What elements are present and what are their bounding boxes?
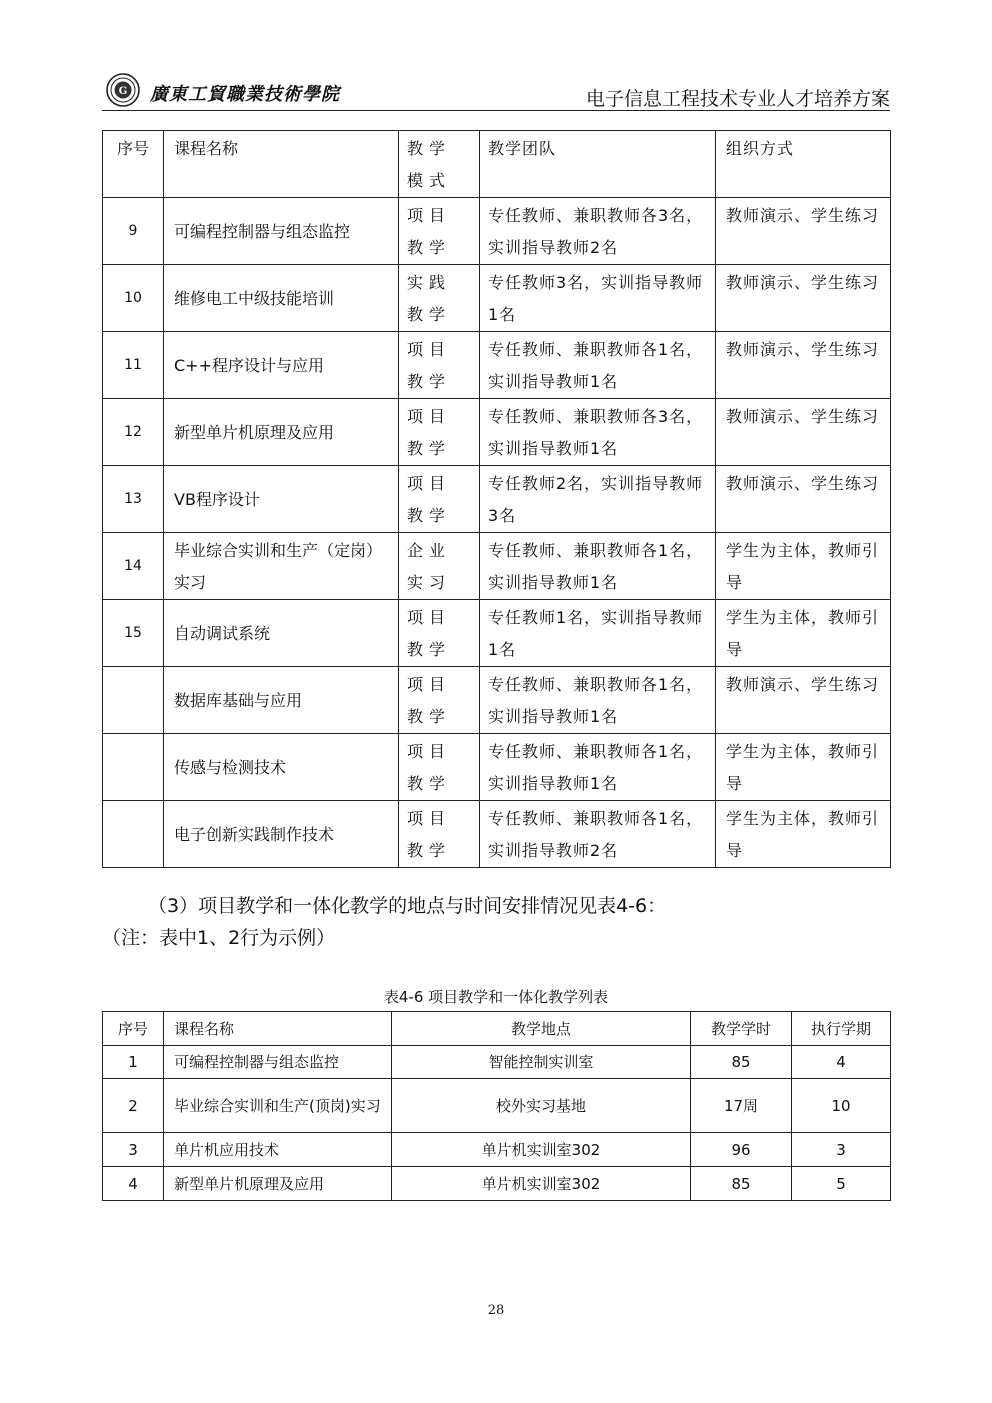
school-logo-icon: [106, 73, 140, 107]
cell-team: 专任教师1名，实训指导教师1名: [480, 600, 716, 667]
cell-name: 数据库基础与应用: [164, 667, 399, 734]
cell-place: 校外实习基地: [392, 1079, 691, 1133]
table-row: [103, 667, 891, 734]
cell-hours: 96: [691, 1133, 792, 1167]
header-cell: 教学学时: [691, 1012, 792, 1046]
cell-no: 3: [103, 1133, 164, 1167]
cell-mode: 项目教学: [399, 399, 480, 466]
header-cell: 执行学期: [792, 1012, 891, 1046]
cell-hours: 85: [691, 1167, 792, 1201]
cell-no: 11: [103, 332, 164, 399]
cell-name: 电子创新实践制作技术: [164, 801, 399, 868]
cell-name: 自动调试系统: [164, 600, 399, 667]
cell-place: 单片机实训室302: [392, 1133, 691, 1167]
cell-place: 单片机实训室302: [392, 1167, 691, 1201]
paragraph-note: （注：表中1、2行为示例）: [102, 927, 336, 949]
cell-no: 10: [103, 265, 164, 332]
svg-text:G: G: [118, 86, 128, 97]
cell-org: 教师演示、学生练习: [716, 332, 891, 399]
cell-mode: 实践教学: [399, 265, 480, 332]
cell-org: 学生为主体，教师引导: [716, 734, 891, 801]
table-row: [103, 466, 891, 533]
table-row: [103, 399, 891, 466]
table-row: [103, 1167, 891, 1201]
cell-org: 教师演示、学生练习: [716, 466, 891, 533]
cell-hours: 85: [691, 1046, 792, 1079]
cell-team: 专任教师、兼职教师各3名，实训指导教师2名: [480, 198, 716, 265]
cell-term: 10: [792, 1079, 891, 1133]
table-row: [103, 332, 891, 399]
cell-name: 可编程控制器与组态监控: [164, 1046, 392, 1079]
cell-org: 学生为主体，教师引导: [716, 801, 891, 868]
cell-org: 教师演示、学生练习: [716, 198, 891, 265]
paragraph: （3）项目教学和一体化教学的地点与时间安排情况见表4-6：: [148, 895, 667, 917]
table-row: [103, 198, 891, 265]
cell-name: VB程序设计: [164, 466, 399, 533]
cell-no: [103, 667, 164, 734]
school-name: 廣東工貿職業技術學院: [150, 84, 340, 105]
cell-org: 教师演示、学生练习: [716, 667, 891, 734]
cell-mode: 项目教学: [399, 198, 480, 265]
cell-team: 专任教师3名，实训指导教师1名: [480, 265, 716, 332]
cell-team: 专任教师、兼职教师各1名，实训指导教师1名: [480, 332, 716, 399]
cell-name: 维修电工中级技能培训: [164, 265, 399, 332]
table-row: [103, 734, 891, 801]
header-cell: 教学地点: [392, 1012, 691, 1046]
cell-term: 5: [792, 1167, 891, 1201]
cell-mode: 项目教学: [399, 734, 480, 801]
cell-name: 毕业综合实训和生产(顶岗)实习: [164, 1079, 392, 1133]
cell-no: 9: [103, 198, 164, 265]
cell-no: [103, 801, 164, 868]
table-row: [103, 265, 891, 332]
table-row: [103, 801, 891, 868]
cell-org: 教师演示、学生练习: [716, 399, 891, 466]
cell-name: 可编程控制器与组态监控: [164, 198, 399, 265]
header-cell: 教学团队: [480, 131, 716, 198]
cell-mode: 项目教学: [399, 600, 480, 667]
header-cell: 课程名称: [164, 131, 399, 198]
cell-mode: 企业实习: [399, 533, 480, 600]
cell-name: 新型单片机原理及应用: [164, 399, 399, 466]
cell-no: 14: [103, 533, 164, 600]
table-row: [103, 1046, 891, 1079]
cell-name: 毕业综合实训和生产（定岗）实习: [164, 533, 399, 600]
cell-term: 4: [792, 1046, 891, 1079]
header-cell: 教学模式: [399, 131, 480, 198]
cell-org: 教师演示、学生练习: [716, 265, 891, 332]
cell-team: 专任教师、兼职教师各1名，实训指导教师1名: [480, 667, 716, 734]
cell-name: 新型单片机原理及应用: [164, 1167, 392, 1201]
header-cell: 序号: [103, 1012, 164, 1046]
schedule-table: [102, 1011, 891, 1201]
page-header: [102, 68, 890, 111]
table-caption: 表4-6 项目教学和一体化教学列表: [383, 988, 609, 1006]
course-team-table: [102, 130, 891, 868]
cell-name: C++程序设计与应用: [164, 332, 399, 399]
cell-hours: 17周: [691, 1079, 792, 1133]
header-cell: 组织方式: [716, 131, 891, 198]
cell-mode: 项目教学: [399, 466, 480, 533]
cell-team: 专任教师、兼职教师各3名，实训指导教师1名: [480, 399, 716, 466]
header-cell: 课程名称: [164, 1012, 392, 1046]
table-header-row: [103, 1012, 891, 1046]
document-title: 电子信息工程技术专业人才培养方案: [585, 88, 890, 110]
cell-mode: 项目教学: [399, 667, 480, 734]
cell-mode: 项目教学: [399, 801, 480, 868]
cell-mode: 项目教学: [399, 332, 480, 399]
cell-team: 专任教师、兼职教师各1名，实训指导教师1名: [480, 734, 716, 801]
cell-no: 15: [103, 600, 164, 667]
cell-no: 1: [103, 1046, 164, 1079]
cell-name: 单片机应用技术: [164, 1133, 392, 1167]
cell-org: 学生为主体，教师引导: [716, 600, 891, 667]
table-header-row: [103, 131, 891, 198]
cell-team: 专任教师2名，实训指导教师3名: [480, 466, 716, 533]
cell-team: 专任教师、兼职教师各1名，实训指导教师2名: [480, 801, 716, 868]
table-row: [103, 1133, 891, 1167]
cell-term: 3: [792, 1133, 891, 1167]
cell-team: 专任教师、兼职教师各1名，实训指导教师1名: [480, 533, 716, 600]
page-number: 28: [487, 1303, 505, 1318]
cell-place: 智能控制实训室: [392, 1046, 691, 1079]
table-row: [103, 1079, 891, 1133]
table-row: [103, 533, 891, 600]
cell-no: [103, 734, 164, 801]
cell-no: 13: [103, 466, 164, 533]
cell-no: 4: [103, 1167, 164, 1201]
header-cell: 序号: [103, 131, 164, 198]
cell-no: 12: [103, 399, 164, 466]
cell-no: 2: [103, 1079, 164, 1133]
cell-name: 传感与检测技术: [164, 734, 399, 801]
cell-org: 学生为主体，教师引导: [716, 533, 891, 600]
table-row: [103, 600, 891, 667]
